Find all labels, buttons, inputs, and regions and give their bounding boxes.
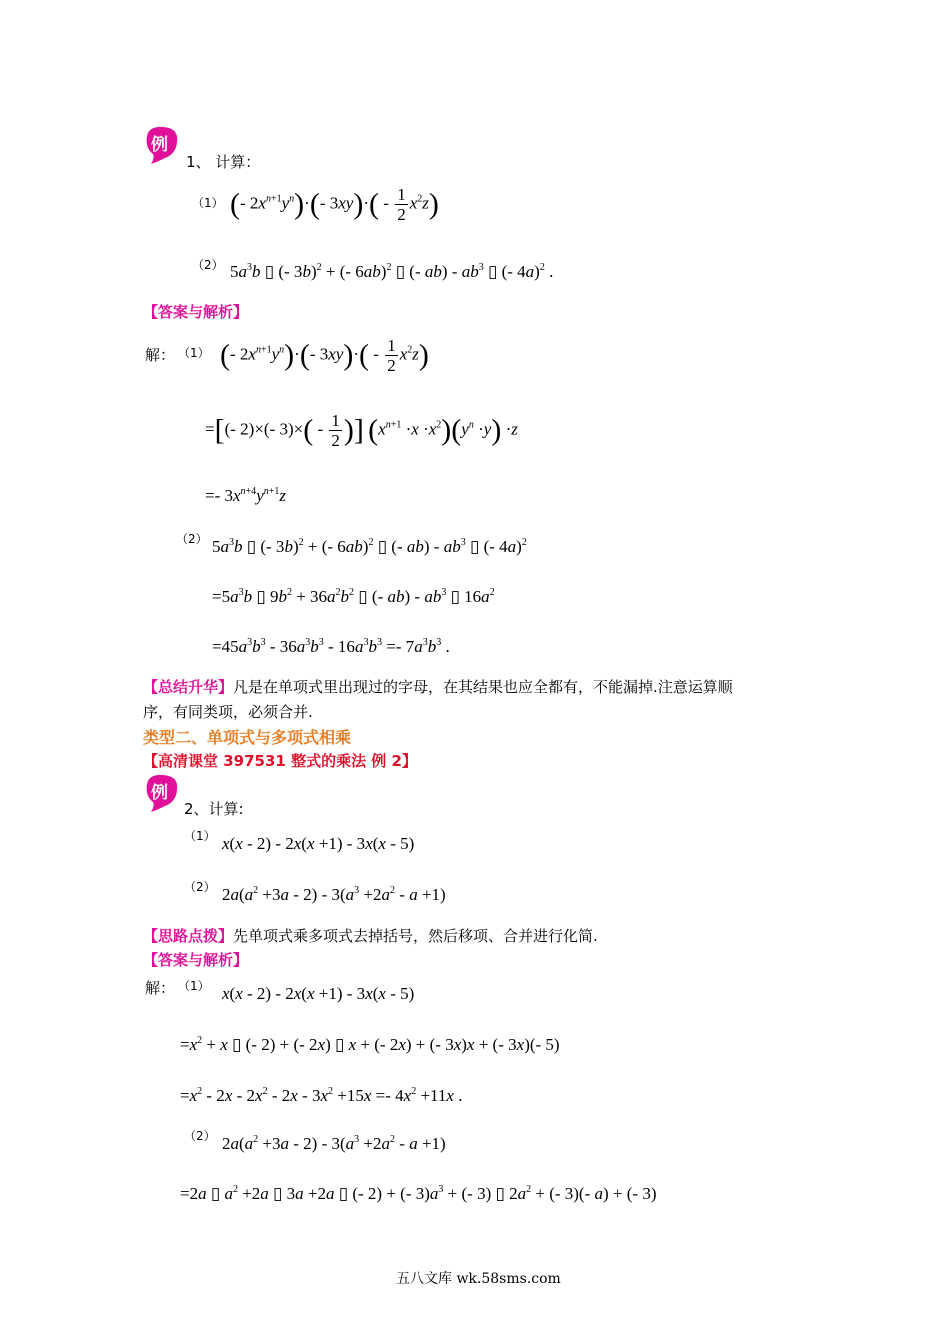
ex2-solution1-step0: x(x - 2) - 2x(x +1) - 3x(x - 5) (222, 984, 415, 1003)
ex2-solution1-step2: $=x^2 - 2x - 2x^2 - 2x - 3x^2 +15x =- 4x^2 +11x$ . (180, 1086, 463, 1105)
solution-label: 解： (145, 346, 176, 364)
solution-part2-label: （2） (176, 532, 208, 546)
summary-line1 (143, 676, 733, 697)
ex2-solution2-step1: =2a ▯ $a^2 +2a$ ▯ 3a +2a ▯ (- 2) + (- $3)a^3$ + (- 3) ▯ $2a^2$ + (- 3)(- a) + (- 3) (180, 1184, 657, 1203)
answer-heading: 【答案与解析】 (143, 303, 249, 321)
example2-part2-expression: $2a(a^2 +3a - 2) - 3(a^3 +2a^2 - a +1)$ (222, 885, 446, 904)
answer-heading-2: 【答案与解析】 (143, 951, 249, 969)
badge-text: 例 (151, 135, 168, 155)
example2-part2-label: （2） (184, 880, 216, 894)
summary-heading: 【总结升华】 (143, 678, 234, 696)
solution1-step1: =[(- 2)×(- 3)×( - $\frac{1}{2}$ )] $(x^{n+1} \cdot x \cdot x^2)(y^n \cdot y) \cdot z$ (205, 411, 518, 450)
solution1-step2: =- $3x^{n+4}y^{n+1}z$ (205, 486, 286, 505)
solution2-step2: $=45a^3b^3 - 36a^3b^3 - 16a^3b^3 =- 7a^3b^3$ . (212, 637, 450, 656)
video-reference-link[interactable]: 【高清课堂 397531 整式的乘法 例 2】 (143, 752, 417, 770)
solution-part1-label: （1） (178, 346, 210, 360)
example1-part2-expression: $5a^3b$ ▯ (- 3b)$^2$ + (- 6ab)$^2$ ▯ (- $ab) - ab^3$ ▯ (- 4a)$^2$ . (230, 262, 554, 281)
solution-label-2: 解： (145, 979, 176, 997)
example1-part2-label: （2） (192, 258, 224, 272)
solution2-step0: $5a^3b$ ▯ (- 3b)$^2$ + (- 6ab)$^2$ ▯ (- $ab) - ab^3$ ▯ (- 4a)$^2$ (212, 537, 527, 556)
example2-part1-label: （1） (184, 829, 216, 843)
solution2-part2-label: （2） (184, 1129, 216, 1143)
example-badge-icon (143, 124, 185, 166)
solution2-step1: $=5a^3b$ ▯ $9b^2 + 36a^2b^2$ ▯ (- $ab) - ab^3$ ▯ $16a^2$ (212, 587, 495, 606)
example2-title: 2、计算: (184, 800, 244, 818)
solution1-step0: (- $2x^{n+1}y^n)\cdot(-$ 3xy)·( - $\frac{1}{2}$ $x^2z$) (220, 336, 429, 375)
footer-watermark: 五八文库 wk.58sms.com (396, 1271, 561, 1287)
hint-heading: 【思路点拨】 (143, 927, 234, 945)
summary-text1: 凡是在单项式里出现过的字母，在其结果也应全都有，不能漏掉.注意运算顺 (233, 678, 733, 696)
example1-part1-label: （1） (192, 196, 224, 210)
section2-title: 类型二、单项式与多项式相乘 (143, 728, 352, 747)
example2-part1-expression: x(x - 2) - 2x(x +1) - 3x(x - 5) (222, 834, 415, 853)
hint-text: 先单项式乘多项式去掉括号，然后移项、合并进行化简. (233, 927, 598, 945)
summary-text2: 序，有同类项，必须合并. (143, 703, 313, 721)
ex2-solution2-step0: $2a(a^2 +3a - 2) - 3(a^3 +2a^2 - a +1)$ (222, 1134, 446, 1153)
example1-title: 1、 计算： (186, 153, 261, 171)
badge-text: 例 (151, 783, 168, 803)
example1-part1-expression: (- $2x^{n+1}y^n)\cdot(-$ 3xy)·( - $\frac{1}{2}$ $x^2z$) (230, 185, 439, 224)
solution2-part1-label: （1） (178, 979, 210, 993)
hint-line (143, 925, 598, 946)
example-badge-icon (143, 772, 185, 814)
ex2-solution1-step1: $=x^2 + x$ ▯ (- 2) + (- 2x) ▯ x + (- 2x) + (- 3x)x + (- 3x)(- 5) (180, 1035, 560, 1054)
